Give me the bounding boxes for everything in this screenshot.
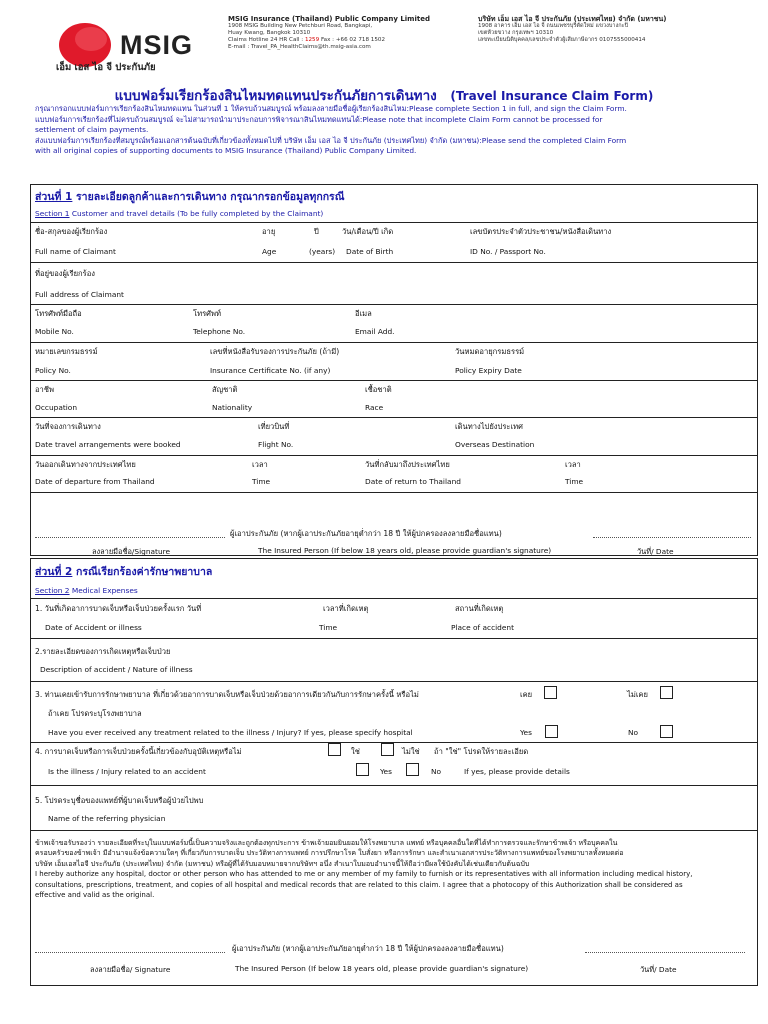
address-label-th: ที่อยู่ของผู้เรียกร้อง [35, 269, 95, 278]
q3-ifyes-label-th: ถ้าเคย โปรดระบุโรงพยาบาล [48, 709, 142, 718]
divider [30, 262, 758, 263]
consent-line: บริษัท เอ็มเอสไอจี ประกันภัย (ประเทศไทย) จำกัด (มหาชน) หรือผู้ที่ได้รับมอบหมายจากบริษัทฯ อนึ่ง สำเนาใบมอบอำนาจนี้ให้ถือว่ามีผลใช้บังคับได้เช่นเดียวกับต้นฉบับ [35, 859, 530, 868]
departure-time-label-th: เวลา [252, 460, 268, 469]
occupation-field[interactable]: Occupation [35, 403, 78, 412]
q4-no-checkbox[interactable] [406, 763, 419, 776]
email-field[interactable]: Email Add. [355, 327, 395, 336]
flight-label-th: เที่ยวบินที่ [258, 422, 290, 431]
q3-yes-checkbox[interactable] [545, 725, 558, 738]
divider [30, 830, 758, 831]
return-label-th: วันที่กลับมาถึงประเทศไทย [365, 460, 450, 469]
q4-no-th-checkbox[interactable] [381, 743, 394, 756]
divider [30, 380, 758, 381]
certificate-field[interactable]: Insurance Certificate No. (if any) [210, 366, 331, 375]
consent-line: ครอบครัวของข้าพเจ้า มีอำนาจแจ้งข้อความใดๆ ที่เกี่ยวกับการบาดเจ็บ ประวัติทางการแพทย์ การปรึกษาโรค ใบสั่งยา หรือการรักษา และสำเนาเอกสารประวัติทางการแพทย์ของโรงพยาบาลทั้งหมดต่อ [35, 849, 624, 858]
destination-field[interactable]: Overseas Destination [455, 440, 535, 449]
return-time-label-th: เวลา [565, 460, 581, 469]
section1-frame [30, 184, 758, 556]
intro-line: settlement of claim payments. [35, 125, 149, 134]
insured-label-th: ผู้เอาประกันภัย (หากผู้เอาประกันภัยอายุต่ำกว่า 18 ปี ให้ผู้ปกครองลงลายมือชื่อแทน) [230, 529, 502, 538]
q3-never-checkbox[interactable] [660, 686, 673, 699]
company-address-line: เขตห้วยขวาง กรุงเทพฯ 10310 [478, 30, 554, 36]
flight-field[interactable]: Flight No. [258, 440, 294, 449]
divider [30, 638, 758, 639]
divider [30, 304, 758, 305]
signature-line[interactable] [35, 952, 225, 953]
q4-ifyes-label-th: ถ้า "ใช่" โปรดให้รายละเอียด [434, 747, 529, 756]
departure-label-th: วันออกเดินทางจากประเทศไทย [35, 460, 136, 469]
q3-yes-label: Yes [520, 728, 532, 737]
form-title-english: (Travel Insurance Claim Form) [450, 89, 654, 103]
authorization-consent [35, 838, 755, 900]
certificate-label-th: เลขที่หนังสือรับรองการประกันภัย (ถ้ามี) [210, 347, 340, 356]
intro-line: with all original copies of supporting documents to MSIG Insurance (Thailand) Public Company Limited. [35, 146, 417, 155]
accident-time-field[interactable]: Time [319, 623, 338, 632]
section1-heading: ส่วนที่ 1 รายละเอียดลูกค้าและการเดินทาง กรุณากรอกข้อมูลทุกกรณี [35, 191, 345, 203]
nationality-label-th: สัญชาติ [212, 385, 238, 394]
q4-details-field[interactable]: If yes, please provide details [464, 767, 570, 776]
illness-description-field[interactable]: Description of accident / Nature of illness [40, 665, 193, 674]
intro-line: แบบฟอร์มการเรียกร้องที่ไม่ครบถ้วนสมบูรณ์ จะไม่สามารถนำมาประกอบการพิจารณาสินไหมทดแทนได้:Please note that incomplete Claim Form cannot be processed for [35, 114, 603, 124]
dob-label-th: วัน/เดือน/ปี เกิด [342, 227, 394, 236]
date-label: วันที่/ Date [640, 965, 677, 974]
section1-subheading: Section 1 Customer and travel details (To be fully completed by the Claimant) [35, 209, 324, 218]
physician-name-field[interactable]: Name of the referring physician [48, 814, 166, 823]
accident-date-field[interactable]: Date of Accident or illness [45, 623, 142, 632]
q5-label-th: 5. โปรดระบุชื่อของแพทย์ที่ผู้บาดเจ็บหรือผู้ป่วยไปพบ [35, 796, 204, 805]
q4-question-en: Is the illness / Injury related to an accident [48, 767, 206, 776]
q1-label-th: 1. วันที่เกิดอาการบาดเจ็บหรือเจ็บป่วยครั้งแรก วันที่ [35, 604, 202, 613]
divider [30, 785, 758, 786]
email-label-th: อีเมล [355, 309, 372, 318]
divider [30, 222, 758, 223]
q3-question-en: Have you ever received any treatment related to the illness / Injury? If yes, please specify hospital [48, 728, 413, 737]
consent-line: ข้าพเจ้าขอรับรองว่า รายละเอียดที่ระบุในแบบฟอร์มนี้เป็นความจริงและถูกต้องทุกประการ ข้าพเจ้ายอมยินยอมให้โรงพยาบาล แพทย์ หรือบุคคลอื่นใดที่ได้ทำการตรวจและรักษาข้าพเจ้า หรือบุคคลใน [35, 839, 618, 847]
policy-label-th: หมายเลขกรมธรรม์ [35, 347, 98, 356]
id-field[interactable]: ID No. / Passport No. [470, 247, 546, 256]
signature-line[interactable] [35, 537, 225, 538]
divider [30, 492, 758, 493]
divider [30, 455, 758, 456]
return-date-field[interactable]: Date of return to Thailand [365, 477, 461, 486]
age-field[interactable]: Age [262, 247, 277, 256]
divider [30, 681, 758, 682]
company-email: E-mail : Travel_PA_HealthClaims@th.msig-asia.com [228, 44, 371, 50]
company-address-line: 1908 อาคาร เอ็ม เอส ไอ จี ถนนเพชรบุรีตัดใหม่ แขวงบางกะปิ [478, 23, 629, 29]
consent-line: consultations, prescriptions, treatment, and copies of all hospital and medical records that are related to this claim. I agree that a photocopy of this Authorization shall be considered as [35, 880, 683, 889]
years-label: (years) [309, 247, 336, 256]
expiry-field[interactable]: Policy Expiry Date [455, 366, 522, 375]
logo-text: MSIG [120, 30, 194, 60]
signature-label: ลงลายมือชื่อ/Signature [92, 547, 171, 556]
claimant-name-field[interactable]: Full name of Claimant [35, 247, 116, 256]
signature-label: ลงลายมือชื่อ/ Signature [90, 965, 171, 974]
expiry-label-th: วันหมดอายุกรมธรรม์ [455, 347, 525, 356]
destination-label-th: เดินทางไปยังประเทศ [455, 422, 523, 431]
q4-no-label: No [431, 767, 442, 776]
section2-heading: ส่วนที่ 2 กรณีเรียกร้องค่ารักษาพยาบาล [35, 566, 213, 578]
address-field[interactable]: Full address of Claimant [35, 290, 124, 299]
q2-label-th: 2.รายละเอียดของการเกิดเหตุหรือเจ็บป่วย [35, 647, 171, 656]
q4-yes-th-checkbox[interactable] [328, 743, 341, 756]
q4-yes-label: Yes [380, 767, 392, 776]
q3-ever-label-th: เคย [520, 690, 533, 699]
dob-field[interactable]: Date of Birth [346, 247, 394, 256]
q4-label-th: 4. การบาดเจ็บหรือการเจ็บป่วยครั้งนี้เกี่ยวข้องกับอุบัติเหตุหรือไม่ [35, 747, 242, 756]
logo-thai-text: เอ็ม เอส ไอ จี ประกันภัย [56, 62, 156, 73]
insured-label-en: The Insured Person (If below 18 years old, please provide guardian's signature) [235, 964, 529, 973]
q4-yes-label-th: ใช่ [351, 747, 360, 756]
claims-hotline: Claims Hotline 24 HR Call : 1259 Fax : +66 02 718 1502 [228, 37, 386, 43]
mobile-field[interactable]: Mobile No. [35, 327, 74, 336]
accident-place-field[interactable]: Place of accident [451, 623, 515, 632]
age-label-th: อายุ [262, 227, 276, 236]
consent-line: effective and valid as the original. [35, 891, 155, 900]
q3-ever-checkbox[interactable] [544, 686, 557, 699]
q1-place-label-th: สถานที่เกิดเหตุ [455, 604, 504, 613]
date-line[interactable] [593, 537, 751, 538]
mobile-label-th: โทรศัพท์มือถือ [35, 309, 82, 318]
q3-label-th: 3. ท่านเคยเข้ารับการรักษาพยาบาล ที่เกี่ยวด้วยอาการบาดเจ็บหรือเจ็บป่วยด้วยอาการเดียวกันกับการรักษาครั้งนี้ หรือไม่ [35, 690, 419, 699]
telephone-field[interactable]: Telephone No. [193, 327, 246, 336]
policy-field[interactable]: Policy No. [35, 366, 71, 375]
return-time-field[interactable]: Time [565, 477, 584, 486]
divider [30, 598, 758, 599]
header [0, 0, 768, 80]
company-address-line: Huay Kwang, Bangkok 10310 [228, 30, 311, 36]
departure-date-field[interactable]: Date of departure from Thailand [35, 477, 155, 486]
id-label-th: เลขบัตรประจำตัวประชาชน/หนังสือเดินทาง [470, 227, 612, 236]
nationality-field[interactable]: Nationality [212, 403, 253, 412]
form-title [0, 84, 768, 106]
form-title-thai: แบบฟอร์มเรียกร้องสินไหมทดแทนประกันภัยการเดินทาง [114, 88, 437, 104]
booked-date-field[interactable]: Date travel arrangements were booked [35, 440, 181, 449]
company-address-line: 1908 MSIG Building New Petchburi Road, Bangkapi, [228, 23, 373, 29]
q3-no-checkbox[interactable] [660, 725, 673, 738]
occupation-label-th: อาชีพ [35, 385, 54, 394]
company-tax-id: เลขทะเบียนนิติบุคคล/เลขประจำตัวผู้เสียภาษีอากร 0107555000414 [478, 37, 646, 43]
intro-line: กรุณากรอกแบบฟอร์มการเรียกร้องสินไหมทดแทน ในส่วนที่ 1 ให้ครบถ้วนสมบูรณ์ พร้อมลงลายมือชื่อผู้เรียกร้องสินไหม:Please complete Section 1 in full, and sign the Claim Form. [35, 104, 627, 113]
q3-never-label-th: ไม่เคย [627, 690, 648, 699]
section2-subheading: Section 2 Medical Expenses [35, 586, 138, 595]
divider [30, 417, 758, 418]
company-info-en [228, 16, 468, 51]
claimant-name-label-th: ชื่อ-สกุลของผู้เรียกร้อง [35, 227, 108, 236]
date-label: วันที่/ Date [637, 547, 674, 556]
q3-no-label: No [628, 728, 639, 737]
insured-label-th: ผู้เอาประกันภัย (หากผู้เอาประกันภัยอายุต่ำกว่า 18 ปี ให้ผู้ปกครองลงลายมือชื่อแทน) [232, 944, 504, 953]
company-name-en: MSIG Insurance (Thailand) Public Company Limited [228, 15, 430, 23]
company-info-th [478, 16, 758, 44]
q1-time-label-th: เวลาที่เกิดเหตุ [323, 604, 369, 613]
departure-time-field[interactable]: Time [252, 477, 271, 486]
q4-no-label-th: ไม่ใช่ [402, 747, 420, 756]
divider [30, 342, 758, 343]
telephone-label-th: โทรศัพท์ [193, 309, 221, 318]
intro-instructions [35, 104, 755, 157]
intro-line: ส่งแบบฟอร์มการเรียกร้องที่สมบูรณ์พร้อมเอกสารต้นฉบับที่เกี่ยวข้องทั้งหมดไปที่ บริษัท เอ็ม เอส ไอ จี ประกันภัย (ประเทศไทย) จำกัด (มหาชน):Please send the completed Claim Form [35, 135, 627, 145]
year-label-th: ปี [314, 227, 319, 236]
divider [30, 742, 758, 743]
insured-label-en: The Insured Person (If below 18 years old, please provide guardian's signature) [258, 546, 552, 555]
q4-yes-checkbox[interactable] [356, 763, 369, 776]
race-label-th: เชื้อชาติ [365, 385, 392, 394]
booked-label-th: วันที่จองการเดินทาง [35, 422, 101, 431]
consent-line: I hereby authorize any hospital, doctor or other person who has attended to me or any member of my family to furnish or its representatives with all information including medical history, [35, 870, 693, 879]
race-field[interactable]: Race [365, 403, 384, 412]
company-name-th: บริษัท เอ็ม เอส ไอ จี ประกันภัย (ประเทศไทย) จำกัด (มหาชน) [478, 15, 667, 23]
date-line[interactable] [585, 952, 745, 953]
